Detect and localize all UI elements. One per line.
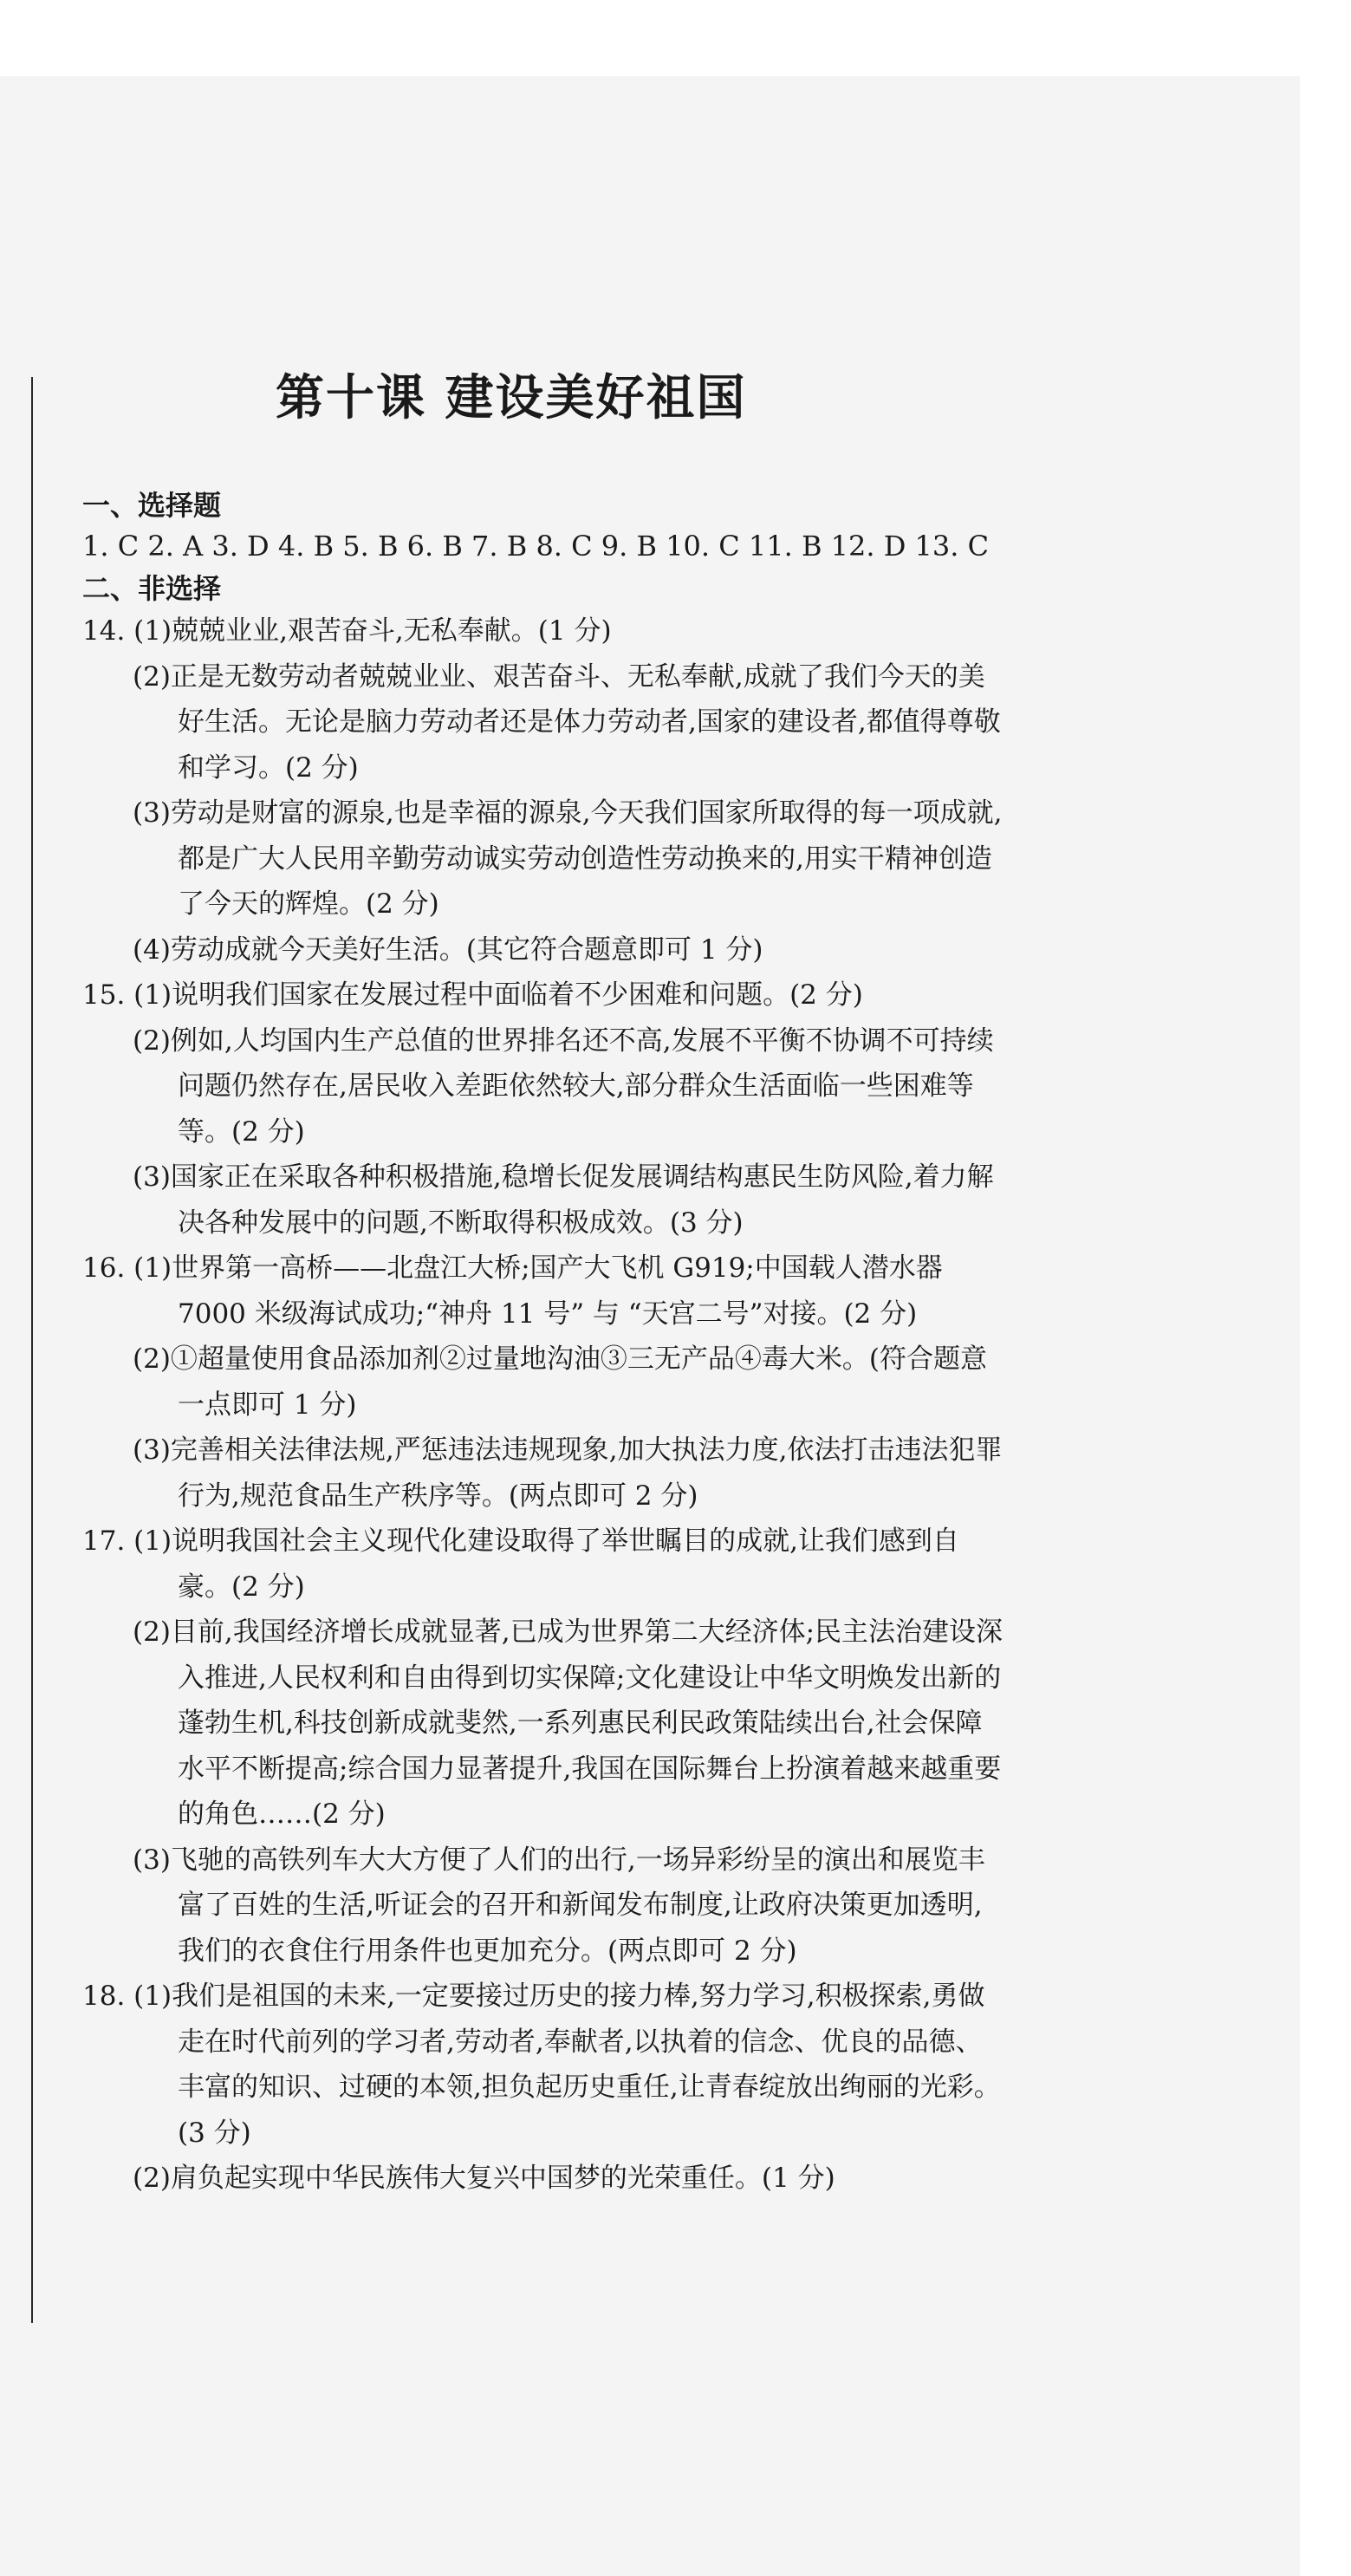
question-16 bbox=[82, 1246, 1005, 1519]
question-part: (3)劳动是财富的源泉,也是幸福的源泉,今天我们国家所取得的每一项成就, 都是广大人民用辛勤劳动诚实劳动创造性劳动换来的,用实干精神创造了今天的辉煌。(2 分) bbox=[133, 797, 1003, 920]
question-18 bbox=[82, 1974, 1005, 2202]
question-part: 15. (1)说明我们国家在发展过程中面临着不少困难和问题。(2 分) bbox=[82, 979, 863, 1011]
question-part: 18. (1)我们是祖国的未来,一定要接过历史的接力棒,努力学习,积极探索,勇做走在时代前列的学习者,劳动者,奉献者,以执着的信念、优良的品德、丰富的知识、过硬的本领,担负起历史重任,让青春绽放出绚丽的光彩。(3 分) bbox=[82, 1981, 1001, 2149]
question-part: 16. (1)世界第一高桥——北盘江大桥;国产大飞机 G919;中国载人潜水器 7000 米级海试成功;“神舟 11 号” 与 “天宫二号”对接。(2 分) bbox=[82, 1252, 943, 1330]
question-part: (2)肩负起实现中华民族伟大复兴中国梦的光荣重任。(1 分) bbox=[133, 2163, 835, 2194]
question-14 bbox=[82, 608, 1005, 973]
question-part: (4)劳动成就今天美好生活。(其它符合题意即可 1 分) bbox=[133, 933, 763, 966]
question-part: (3)飞驰的高铁列车大大方便了人们的出行,一场异彩纷呈的演出和展览丰富了百姓的生活,听证会的召开和新闻发布制度,让政府决策更加透明, 我们的衣食住行用条件也更加充分。(两点即可 2 分) bbox=[133, 1844, 985, 1967]
question-part: (2)①超量使用食品添加剂②过量地沟油③三无产品④毒大米。(符合题意一点即可 1 分) bbox=[133, 1343, 988, 1421]
section-heading-nonchoice: 二、非选择 bbox=[82, 572, 222, 605]
question-15 bbox=[82, 973, 1005, 1246]
choice-answer-key: 1. C 2. A 3. D 4. B 5. B 6. B 7. B 8. C 9. B 10. C 11. B 12. D 13. C bbox=[82, 530, 990, 563]
question-part: (2)正是无数劳动者兢兢业业、艰苦奋斗、无私奉献,成就了我们今天的美好生活。无论是脑力劳动者还是体力劳动者,国家的建设者,都值得尊敬和学习。(2 分) bbox=[133, 660, 1001, 784]
question-part: 14. (1)兢兢业业,艰苦奋斗,无私奉献。(1 分) bbox=[82, 615, 612, 647]
question-part: (3)完善相关法律法规,严惩违法违规现象,加大执法力度,依法打击违法犯罪行为,规范食品生产秩序等。(两点即可 2 分) bbox=[133, 1434, 1003, 1512]
question-part: 17. (1)说明我国社会主义现代化建设取得了举世瞩目的成就,让我们感到自豪。(2 分) bbox=[82, 1525, 959, 1603]
question-part: (3)国家正在采取各种积极措施,稳增长促发展调结构惠民生防风险,着力解决各种发展中的问题,不断取得积极成效。(3 分) bbox=[133, 1161, 994, 1239]
margin-rule bbox=[31, 377, 33, 2323]
page-content bbox=[82, 364, 1005, 2202]
question-part: (2)例如,人均国内生产总值的世界排名还不高,发展不平衡不协调不可持续问题仍然存在,居民收入差距依然较大,部分群众生活面临一些困难等等。(2 分) bbox=[133, 1025, 994, 1148]
question-part: (2)目前,我国经济增长成就显著,已成为世界第二大经济体;民主法治建设深入推进,人民权利和自由得到切实保障;文化建设让中华文明焕发出新的蓬勃生机,科技创新成就斐然,一系列惠民利民政策陆续出台,社会保障水平不断提高;综合国力显著提升,我国在国际舞台上扮演着越来越重要的角色……(2 分) bbox=[133, 1617, 1004, 1830]
question-17 bbox=[82, 1519, 1005, 1974]
page-title: 第十课 建设美好祖国 bbox=[276, 370, 747, 426]
section-heading-choice: 一、选择题 bbox=[82, 489, 222, 522]
